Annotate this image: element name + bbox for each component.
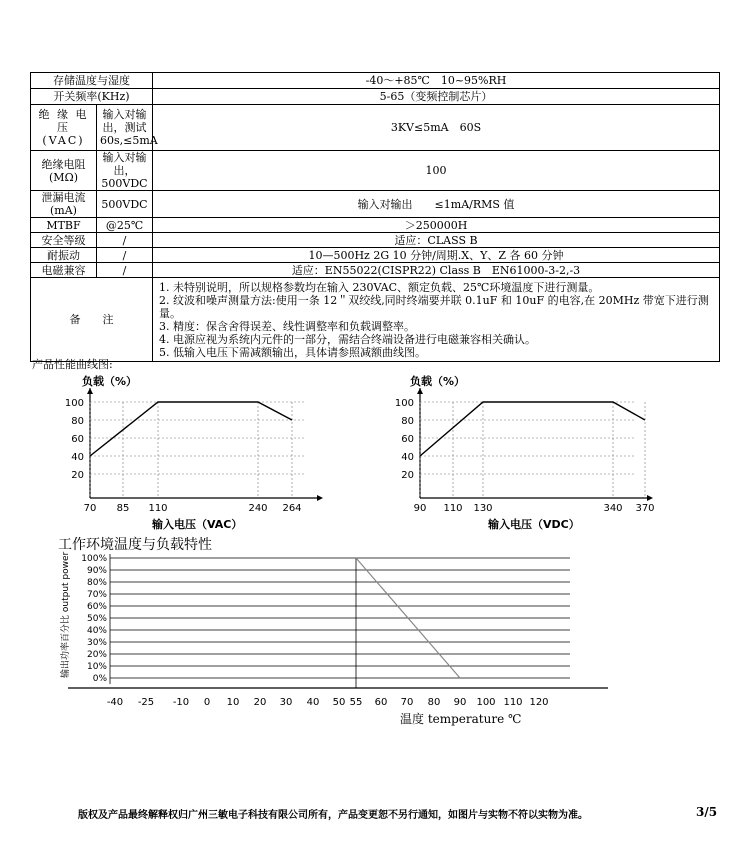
chart2-ylabel: 负载（%） <box>410 375 466 388</box>
row-label: 安全等级 <box>31 233 97 248</box>
footer-text: 版权及产品最终解释权归广州三敏电子科技有限公司所有，产品变更恕不另行通知，如图片与实物不符以实物为准。 <box>78 810 588 821</box>
table-row <box>31 151 720 191</box>
chart1-y-tick-label: 40 <box>71 452 84 463</box>
chart1-x-tick-label: 85 <box>116 503 130 514</box>
row-value: 3KV≤5mA 60S <box>153 105 720 151</box>
chart2-x-tick-label: 110 <box>443 503 463 514</box>
chart3-x-tick-label: 40 <box>306 697 320 708</box>
table-row <box>31 89 720 105</box>
chart3-y-tick-label: 40% <box>86 626 107 636</box>
chart2-y-tick-label: 80 <box>401 416 414 427</box>
chart1-y-tick-label: 60 <box>71 434 84 445</box>
chart1-x-tick-label: 110 <box>148 503 168 514</box>
chart2-y-tick-label: 40 <box>401 452 414 463</box>
chart2-y-tick-label: 60 <box>401 434 414 445</box>
row-value: 适应：EN55022(CISPR22) Class B EN61000-3-2,-3 <box>153 263 720 278</box>
chart3-y-tick-label: 50% <box>86 614 107 624</box>
chart3-title: 工作环境温度与负载特性 <box>58 537 212 553</box>
chart3-y-axis-label: 输出功率百分比 output power <box>61 551 71 678</box>
row-condition: @25℃ <box>97 218 153 233</box>
row-label: 泄漏电流(mA) <box>31 191 97 218</box>
row-value: 100 <box>153 151 720 191</box>
chart2-curve <box>420 402 645 456</box>
chart2-xlabel: 输入电压（VDC） <box>488 518 580 531</box>
table-row <box>31 278 720 362</box>
chart3-x-tick-label: -40 <box>106 697 124 708</box>
chart3-y-tick-label: 70% <box>86 590 107 600</box>
chart3-x-tick-label: 80 <box>427 697 441 708</box>
chart3-y-tick-label: 0% <box>92 674 107 684</box>
chart2-x-arrow <box>647 495 653 501</box>
table-row <box>31 263 720 278</box>
chart1-y-tick-label: 100 <box>64 398 84 409</box>
chart2-x-tick-label: 130 <box>473 503 493 514</box>
chart3-y-tick-label: 60% <box>86 602 107 612</box>
chart2-y-arrow <box>417 388 423 394</box>
spec-table <box>30 72 720 362</box>
chart3-x-tick-label: 0 <box>203 697 211 708</box>
chart2-y-tick-label: 20 <box>401 470 414 481</box>
chart3-y-tick-label: 100% <box>81 554 107 564</box>
section-title: 产品性能曲线图: <box>32 358 113 371</box>
chart2-x-tick-label: 370 <box>635 503 655 514</box>
note-item: 1. 未特别说明，所以规格参数均在输入 230VAC、额定负载、25℃环境温度下进行测量。 <box>159 280 600 294</box>
chart1-y-tick-label: 80 <box>71 416 84 427</box>
row-condition: 500VDC <box>97 191 153 218</box>
row-label: 绝 缘 电 压 (VAC) <box>31 105 97 151</box>
chart1-curve <box>90 402 292 456</box>
chart1-x-tick-label: 70 <box>83 503 97 514</box>
row-value: 10—500Hz 2G 10 分钟/周期.X、Y、Z 各 60 分钟 <box>153 248 720 263</box>
chart3-x-tick-label: 70 <box>400 697 414 708</box>
row-condition: 输入对输出，500VDC <box>97 151 153 191</box>
row-condition: / <box>97 248 153 263</box>
chart2-x-tick-label: 90 <box>413 503 427 514</box>
chart3-x-tick-label: 120 <box>529 697 549 708</box>
row-value: -40～+85℃ 10~95%RH <box>153 73 720 89</box>
table-row <box>31 191 720 218</box>
chart3-x-tick-label: 90 <box>453 697 467 708</box>
chart3-y-tick-label: 10% <box>86 662 107 672</box>
chart3-svg <box>58 550 618 710</box>
chart2-y-tick-label: 100 <box>394 398 414 409</box>
chart1-x-tick-label: 264 <box>282 503 302 514</box>
table-row <box>31 105 720 151</box>
chart2-x-tick-label: 340 <box>603 503 623 514</box>
row-label: 电磁兼容 <box>31 263 97 278</box>
page-number: 3/5 <box>696 805 718 819</box>
chart3-x-tick-label: 55 <box>349 697 363 708</box>
note-item: 5. 低输入电压下需减额输出，具体请参照减额曲线图。 <box>159 345 426 359</box>
chart3-y-tick-label: 80% <box>86 578 107 588</box>
table-row <box>31 233 720 248</box>
row-value: 适应：CLASS B <box>153 233 720 248</box>
chart1-xlabel: 输入电压（VAC） <box>152 518 243 531</box>
chart3-x-tick-label: 100 <box>476 697 496 708</box>
row-label: 存储温度与湿度 <box>31 73 153 89</box>
row-value: 5-65（变频控制芯片） <box>153 89 720 105</box>
row-condition: / <box>97 233 153 248</box>
chart3-x-tick-label: 110 <box>503 697 523 708</box>
chart3-x-tick-label: 30 <box>279 697 293 708</box>
row-label: 耐振动 <box>31 248 97 263</box>
chart3-x-tick-label: 60 <box>374 697 388 708</box>
row-condition: 输入对输出，测试60s,≤5mA <box>97 105 153 151</box>
chart1-x-arrow <box>317 495 323 501</box>
chart3-x-tick-label: -25 <box>137 697 155 708</box>
notes-cell <box>153 278 720 362</box>
notes-label: 备 注 <box>31 278 153 362</box>
table-row <box>31 73 720 89</box>
note-item: 4. 电源应视为系统内元件的一部分，需结合终端设备进行电磁兼容相关确认。 <box>159 332 536 346</box>
table-row <box>31 218 720 233</box>
table-row <box>31 248 720 263</box>
row-label: MTBF <box>31 218 97 233</box>
note-item: 2. 纹波和噪声测量方法:使用一条 12＂双绞线,同时终端要并联 0.1uF 和 10uF 的电容,在 20MHz 带宽下进行测量。 <box>159 293 709 320</box>
chart3-y-tick-label: 30% <box>86 638 107 648</box>
chart3-y-tick-label: 90% <box>86 566 107 576</box>
chart1-y-arrow <box>87 388 93 394</box>
row-value: 输入对输出 ≤1mA/RMS 值 <box>153 191 720 218</box>
chart2-svg <box>385 388 655 516</box>
chart3-x-tick-label: 50 <box>332 697 346 708</box>
note-item: 3. 精度：保含舍得误差、线性调整率和负载调整率。 <box>159 319 415 333</box>
chart1-svg <box>55 388 325 516</box>
row-condition: / <box>97 263 153 278</box>
chart1-x-tick-label: 240 <box>248 503 268 514</box>
chart1-y-tick-label: 20 <box>71 470 84 481</box>
chart3-x-tick-label: 10 <box>226 697 240 708</box>
row-label: 开关频率(KHz) <box>31 89 153 105</box>
chart3-y-tick-label: 20% <box>86 650 107 660</box>
chart3-x-tick-label: 20 <box>253 697 267 708</box>
row-value: ＞250000H <box>153 218 720 233</box>
row-label: 绝缘电阻(MΩ) <box>31 151 97 191</box>
chart1-ylabel: 负载（%） <box>82 375 138 388</box>
chart3-xlabel: 温度 temperature ℃ <box>400 712 522 726</box>
chart3-x-tick-label: -10 <box>172 697 190 708</box>
